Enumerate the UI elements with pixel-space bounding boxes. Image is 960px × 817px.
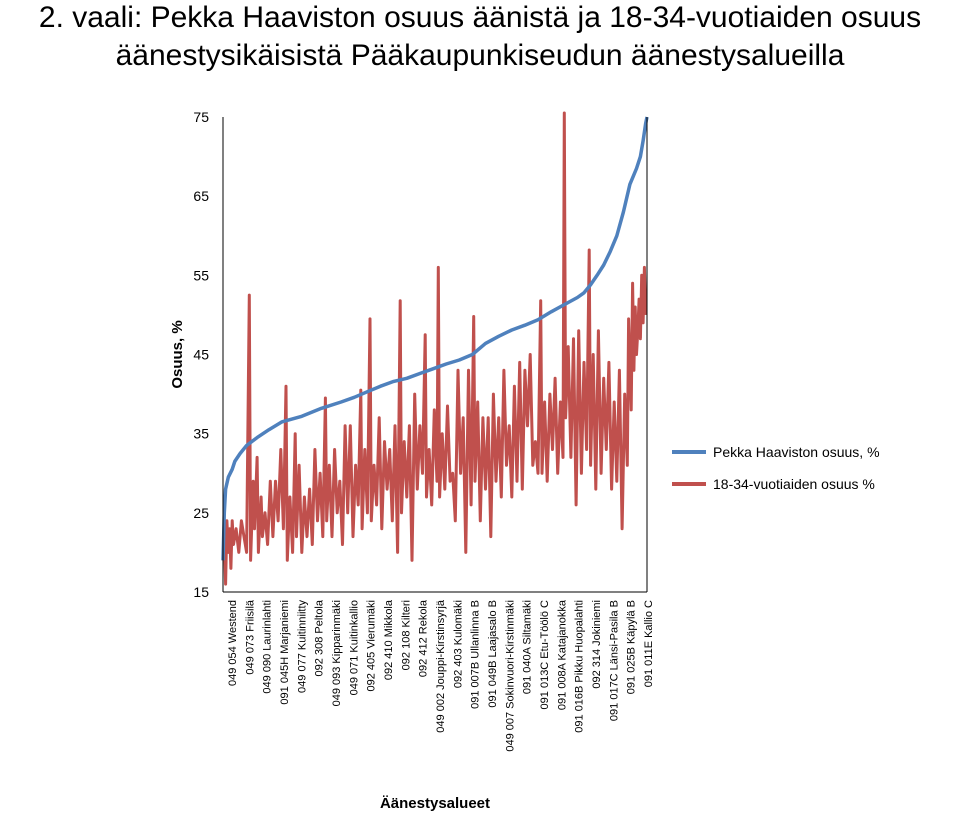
y-tick-label: 35 <box>193 425 209 442</box>
x-tick-label: 049 090 Laurinlahti <box>261 600 274 694</box>
x-tick-label: 091 025B Käpylä B <box>625 600 638 695</box>
y-tick-label: 55 <box>193 267 209 284</box>
x-tick-label: 092 108 Kilteri <box>400 600 413 671</box>
legend-label-haavisto: Pekka Haaviston osuus, % <box>713 444 880 460</box>
x-tick-label: 091 008A Katajanokka <box>556 600 569 711</box>
y-tick-label: 65 <box>193 188 209 205</box>
x-axis-label: Äänestysalueet <box>379 795 491 812</box>
series-line-youth-share <box>223 113 646 584</box>
x-tick-label: 091 013C Etu-Töölö C <box>539 600 551 710</box>
y-axis-label: Osuus, % <box>169 320 186 389</box>
x-tick-label: 091 007B Ullanlinna B <box>469 600 482 709</box>
x-tick-label: 091 016B Pikku Huopalahti <box>573 600 586 733</box>
y-axis-ticks <box>193 109 209 600</box>
x-tick-label: 049 007 Sokinvuori-Kirstinmäki <box>504 600 517 752</box>
x-tick-label: 091 045H Marjaniemi <box>279 600 291 705</box>
x-tick-label: 049 093 Kipparinmäki <box>331 600 343 707</box>
y-tick-label: 45 <box>193 346 209 363</box>
x-tick-label: 092 308 Peltola <box>313 600 326 677</box>
y-tick-label: 75 <box>193 109 209 125</box>
x-tick-label: 049 054 Westend <box>227 600 239 687</box>
x-tick-label: 092 314 Jokiniemi <box>591 600 603 689</box>
x-tick-label: 092 405 Vierumäki <box>365 600 378 692</box>
chart-title-line2: äänestysikäisistä Pääkaupunkiseudun äänestysalueilla <box>115 39 845 72</box>
x-tick-label: 049 071 Kuitinkallio <box>348 600 361 696</box>
x-tick-label: 092 410 Mikkola <box>383 600 395 681</box>
x-tick-label: 091 049B Laajasalo B <box>487 600 499 708</box>
x-tick-label: 049 002 Jouppi-Kirstinsyrjä <box>435 600 447 733</box>
x-tick-label: 092 412 Rekola <box>417 600 430 678</box>
x-tick-label: 091 011E Kallio C <box>643 600 655 688</box>
legend <box>672 444 880 492</box>
x-axis-tick-labels <box>227 599 655 752</box>
legend-label-youth: 18-34-vuotiaiden osuus % <box>713 476 875 492</box>
y-tick-label: 25 <box>193 504 209 521</box>
chart-title-line1: 2. vaali: Pekka Haaviston osuus äänistä ja 18-34-vuotiaiden osuus <box>38 1 922 34</box>
x-tick-label: 091 017C Länsi-Pasila B <box>608 600 621 722</box>
x-tick-label: 092 403 Kulomäki <box>452 600 465 689</box>
x-tick-label: 091 040A Siltamäki <box>521 600 534 695</box>
x-tick-label: 049 073 Friisilä <box>244 600 257 675</box>
y-tick-label: 15 <box>193 584 209 600</box>
x-tick-label: 049 077 Kuitinniitty <box>296 600 309 693</box>
